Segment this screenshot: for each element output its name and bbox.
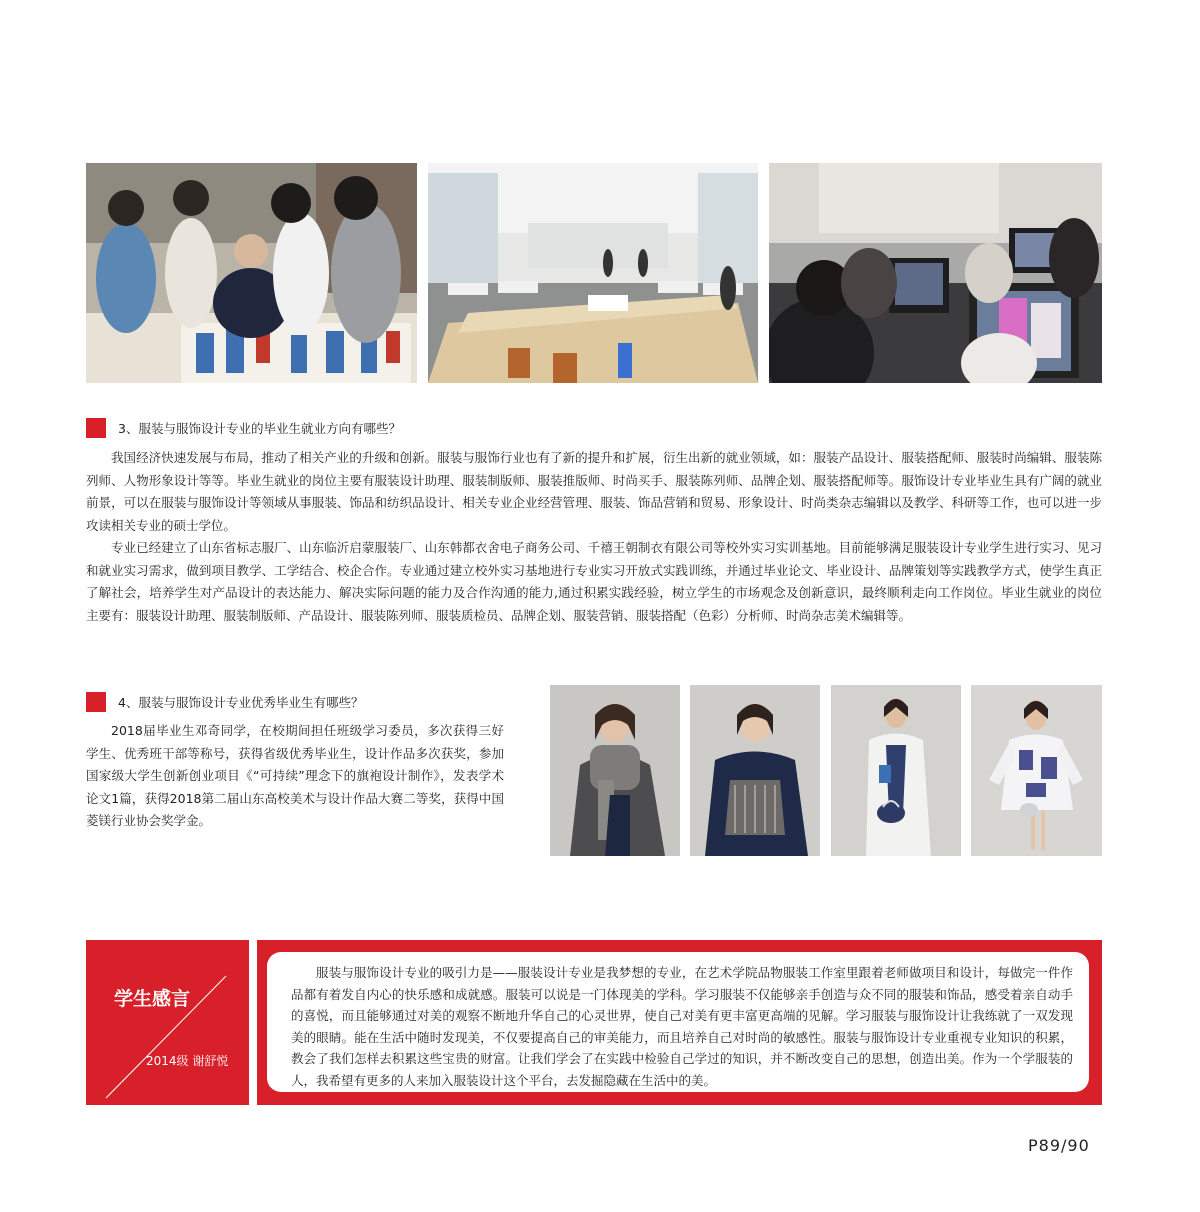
testimonial-panel	[257, 940, 1102, 1105]
testimonial-text-box	[267, 952, 1089, 1092]
sewing-studio-classroom-photo	[428, 163, 758, 383]
section3-paragraph-2: 专业已经建立了山东省标志服厂、山东临沂启蒙服装厂、山东韩都衣舍电子商务公司、千禧王朝制衣有限公司等校外实习实训基地。目前能够满足服装设计专业学生进行实习、见习和就业实习需求，做到项目教学、工学结合、校企合作。专业通过建立校外实习基地进行专业实习开放式实践训练，并通过毕业论文、毕业设计、品牌策划等实践教学方式，使学生真正了解社会，培养学生对产品设计的表达能力、解决实际问题的能力及合作沟通的能力,通过积累实践经验，树立学生的市场观念及创新意识，最终顺利走向工作岗位。毕业生就业的岗位主要有：服装设计助理、服装制版师、产品设计、服装陈列师、服装质检员、品牌企划、服装营销、服装搭配（色彩）分析师、时尚杂志美术编辑等。	[86, 540, 1102, 623]
model-photo-navy-fringe-jacket	[690, 685, 820, 856]
testimonial-label-panel	[86, 940, 249, 1105]
model-photo-grey-knit-scarf	[550, 685, 680, 856]
section4-title: 4、服装与服饰设计专业优秀毕业生有哪些？	[118, 695, 364, 710]
diagonal-line	[86, 940, 249, 1105]
testimonial-text: 服装与服饰设计专业的吸引力是——服装设计专业是我梦想的专业，在艺术学院品物服装工作室里跟着老师做项目和设计，每做完一件作品都有着发自内心的快乐感和成就感。服装可以说是一门体现美的学科。学习服装不仅能够亲手创造与众不同的服装和饰品，感受着亲自动手的喜悦，而且能够通过对美的观察不断地升华自己的心灵世界，使自己对美有更丰富更高端的见解。学习服装与服饰设计让我练就了一双发现美的眼睛。能在生活中随时发现美，不仅要提高自己的审美能力，而且培养自己对时尚的敏感性。服装与服饰设计专业重视专业知识的积累，教会了我们怎样去积累这些宝贵的财富。让我们学会了在实践中检验自己学过的知识，并不断改变自己的思想，创造出美。作为一个学服装的人，我希望有更多的人来加入服装设计这个平台，去发掘隐藏在生活中的美。	[291, 965, 1073, 1088]
section4-heading	[86, 692, 363, 712]
section-marker	[86, 692, 106, 712]
section4-body	[86, 720, 504, 833]
section3-title: 3、服装与服饰设计专业的毕业生就业方向有哪些？	[118, 421, 401, 436]
model-photo-white-printed-dress	[971, 685, 1102, 856]
section3-heading	[86, 418, 401, 438]
section-marker	[86, 418, 106, 438]
model-photo-white-long-coat	[831, 685, 961, 856]
students-design-workshop-photo	[86, 163, 417, 383]
testimonial-title: 学生感言	[114, 988, 191, 1010]
section3-body	[86, 447, 1102, 627]
computer-lab-fashion-design-photo	[769, 163, 1102, 383]
testimonial-author: 2014级 谢舒悦	[146, 1054, 229, 1068]
section4-paragraph: 2018届毕业生邓奇同学，在校期间担任班级学习委员，多次获得三好学生、优秀班干部等称号，获得省级优秀毕业生，设计作品多次获奖，参加国家级大学生创新创业项目《“可持续”理念下的旗袍设计制作》，发表学术论文1篇，获得2018第二届山东高校美术与设计作品大赛二等奖，获得中国菱镁行业协会奖学金。	[86, 723, 504, 828]
section3-paragraph-1: 我国经济快速发展与布局，推动了相关产业的升级和创新。服装与服饰行业也有了新的提升和扩展，衍生出新的就业领域，如：服装产品设计、服装搭配师、服装时尚编辑、服装陈列师、人物形象设计等等。毕业生就业的岗位主要有服装设计助理、服装制版师、服装推版师、时尚买手、服装陈列师、品牌企划、服装搭配师等。服饰设计专业毕业生具有广阔的就业前景，可以在服装与服饰设计等领域从事服装、饰品和纺织品设计、相关专业企业经营管理、服装、饰品营销和贸易、形象设计、时尚类杂志编辑以及教学、科研等工作，也可以进一步攻读相关专业的硕士学位。	[86, 450, 1102, 533]
page-number: P89/90	[1028, 1136, 1090, 1155]
